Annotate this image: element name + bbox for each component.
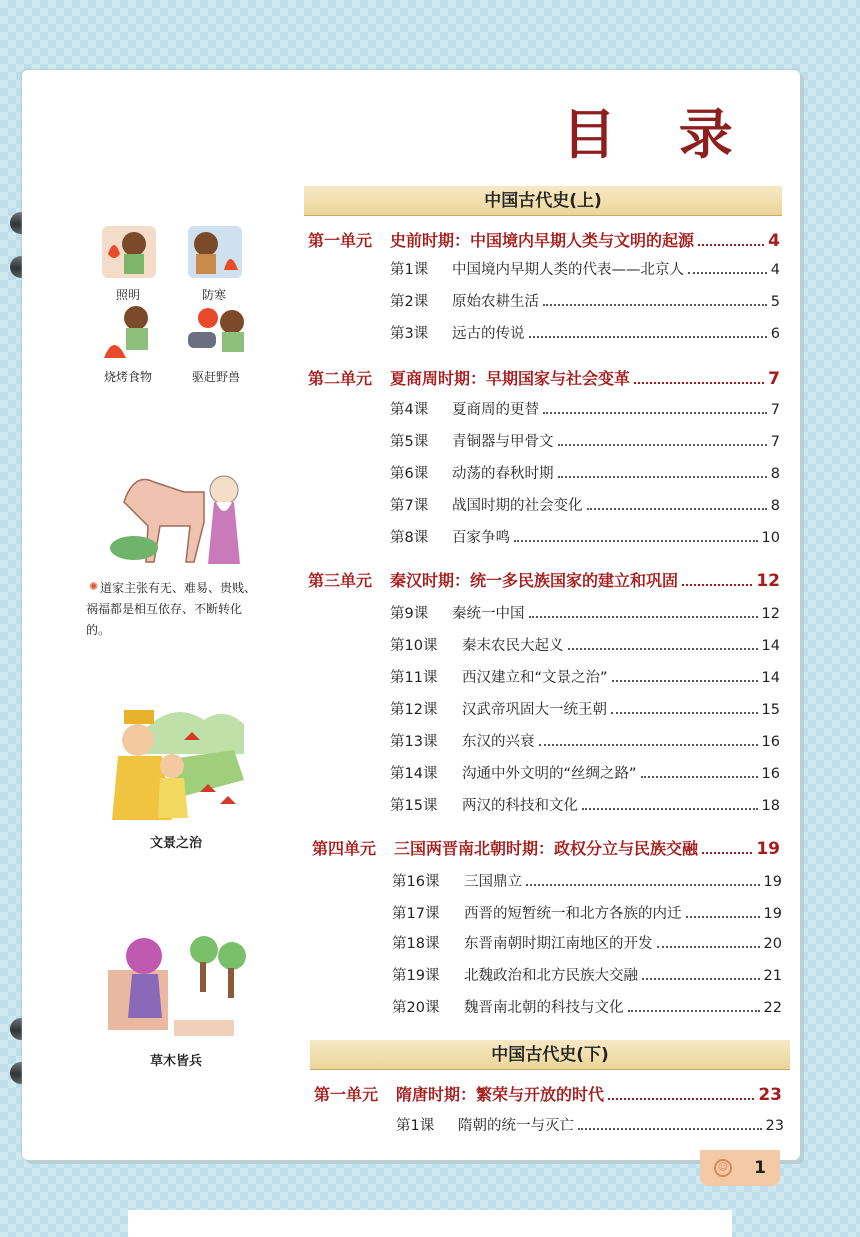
- leader-dots: [612, 680, 758, 682]
- lesson-page: 4: [770, 262, 780, 278]
- lesson-number: 第3课: [390, 326, 429, 342]
- lesson-number: 第1课: [396, 1118, 435, 1134]
- unit-entry[interactable]: [308, 568, 780, 592]
- unit-title: 秦汉时期：统一多民族国家的建立和巩固: [390, 571, 679, 590]
- lesson-entry[interactable]: [392, 902, 782, 924]
- caomu-illustration: [104, 930, 254, 1040]
- unit-title: 三国两晋南北朝时期：政权分立与民族交融: [394, 839, 699, 858]
- lesson-entry[interactable]: [390, 602, 780, 624]
- leader-dots: [688, 272, 767, 274]
- unit-name: 第三单元: [308, 571, 373, 590]
- lesson-page: 6: [770, 326, 780, 342]
- lesson-page: 14: [761, 670, 780, 686]
- leader-dots: [628, 1010, 760, 1012]
- lesson-page: 19: [763, 874, 782, 890]
- lesson-title: 青铜器与甲骨文: [452, 434, 554, 450]
- lesson-page: 10: [761, 530, 780, 546]
- caomu-caption: 草木皆兵: [150, 1053, 203, 1068]
- unit-title: 夏商周时期：早期国家与社会变革: [390, 369, 631, 388]
- leader-dots: [608, 1098, 754, 1100]
- wenjing-illustration: [104, 700, 254, 826]
- leader-dots: [587, 508, 767, 510]
- daoism-illustration: [104, 462, 254, 572]
- lesson-entry[interactable]: [392, 996, 782, 1018]
- lesson-page: 18: [761, 798, 780, 814]
- lesson-page: 8: [770, 466, 780, 482]
- unit-entry[interactable]: [308, 366, 780, 390]
- unit-page: 19: [756, 839, 780, 859]
- lesson-title: 东晋南朝时期江南地区的开发: [464, 936, 653, 952]
- lesson-number: 第11课: [390, 670, 438, 686]
- lesson-page: 23: [765, 1118, 784, 1134]
- lesson-number: 第13课: [390, 734, 438, 750]
- unit-title: 史前时期：中国境内早期人类与文明的起源: [390, 231, 695, 250]
- leader-dots: [568, 648, 758, 650]
- lesson-number: 第7课: [390, 498, 429, 514]
- lesson-entry[interactable]: [390, 322, 780, 344]
- page-title: 目 录: [562, 102, 755, 166]
- daoism-caption: 道家主张有无、难易、贵贱、祸福都是相互依存、不断转化的。: [86, 581, 257, 637]
- lesson-page: 19: [763, 906, 782, 922]
- lesson-page: 7: [770, 434, 780, 450]
- bottom-strip: [128, 1210, 732, 1237]
- lesson-page: 7: [770, 402, 780, 418]
- lesson-page: 5: [770, 294, 780, 310]
- leader-dots: [642, 978, 760, 980]
- unit-name: 第一单元: [308, 231, 373, 250]
- lesson-title: 三国鼎立: [464, 874, 522, 890]
- leader-dots: [558, 444, 767, 446]
- lesson-title: 原始农耕生活: [452, 294, 539, 310]
- unit-name: 第一单元: [314, 1085, 379, 1104]
- lesson-title: 北魏政治和北方民族大交融: [464, 968, 638, 984]
- lesson-entry[interactable]: [392, 870, 782, 892]
- lesson-entry[interactable]: [390, 290, 780, 312]
- leader-dots: [529, 336, 767, 338]
- section-header: 中国古代史(下): [310, 1040, 790, 1070]
- leader-dots: [582, 808, 758, 810]
- fire-caption-cooking: 烧烤食物: [104, 370, 153, 384]
- unit-title: 隋唐时期：繁荣与开放的时代: [396, 1085, 605, 1104]
- lesson-number: 第14课: [390, 766, 438, 782]
- leader-dots: [543, 412, 767, 414]
- lesson-entry[interactable]: [390, 430, 780, 452]
- lesson-number: 第15课: [390, 798, 438, 814]
- leader-dots: [529, 616, 758, 618]
- unit-entry[interactable]: [314, 1082, 782, 1106]
- lesson-entry[interactable]: [392, 964, 782, 986]
- lesson-page: 16: [761, 766, 780, 782]
- leader-dots: [682, 584, 752, 586]
- lesson-title: 秦末农民大起义: [462, 638, 564, 654]
- lesson-title: 东汉的兴衰: [462, 734, 535, 750]
- leader-dots: [702, 852, 752, 854]
- lesson-entry[interactable]: [390, 730, 780, 752]
- lesson-title: 西汉建立和“文景之治”: [462, 670, 608, 686]
- unit-page: 12: [756, 571, 780, 591]
- lesson-number: 第20课: [392, 1000, 440, 1016]
- lesson-entry[interactable]: [396, 1114, 784, 1136]
- page-number-tab: [700, 1150, 780, 1186]
- leader-dots: [539, 744, 758, 746]
- lesson-title: 百家争鸣: [452, 530, 510, 546]
- leader-dots: [657, 946, 760, 948]
- lesson-number: 第17课: [392, 906, 440, 922]
- fire-caption-lighting: 照明: [116, 288, 141, 302]
- lesson-entry[interactable]: [390, 398, 780, 420]
- lesson-entry[interactable]: [390, 634, 780, 656]
- lesson-number: 第1课: [390, 262, 429, 278]
- lesson-title: 远古的传说: [452, 326, 525, 342]
- lesson-number: 第19课: [392, 968, 440, 984]
- page-number: 1: [754, 1158, 766, 1178]
- leader-dots: [578, 1128, 762, 1130]
- lesson-title: 中国境内早期人类的代表——北京人: [452, 262, 684, 278]
- lesson-page: 22: [763, 1000, 782, 1016]
- lesson-page: 20: [763, 936, 782, 952]
- fire-caption-warmth: 防寒: [202, 288, 227, 302]
- lesson-page: 8: [770, 498, 780, 514]
- leader-dots: [526, 884, 760, 886]
- lesson-page: 16: [761, 734, 780, 750]
- lesson-page: 12: [761, 606, 780, 622]
- lesson-number: 第8课: [390, 530, 429, 546]
- lesson-entry[interactable]: [390, 762, 780, 784]
- lesson-entry[interactable]: [390, 666, 780, 688]
- unit-entry[interactable]: [308, 228, 780, 252]
- lesson-number: 第5课: [390, 434, 429, 450]
- unit-page: 7: [768, 369, 780, 389]
- lesson-number: 第6课: [390, 466, 429, 482]
- fire-caption-beasts: 驱赶野兽: [192, 370, 241, 384]
- lesson-number: 第10课: [390, 638, 438, 654]
- unit-page: 4: [768, 231, 780, 251]
- bullet-icon: ✺: [89, 580, 99, 593]
- lesson-title: 汉武帝巩固大一统王朝: [462, 702, 607, 718]
- smiley-icon: ☺: [714, 1159, 732, 1177]
- leader-dots: [634, 382, 764, 384]
- unit-name: 第四单元: [312, 839, 377, 858]
- lesson-title: 战国时期的社会变化: [452, 498, 583, 514]
- unit-name: 第二单元: [308, 369, 373, 388]
- leader-dots: [543, 304, 767, 306]
- lesson-entry[interactable]: [390, 462, 780, 484]
- leader-dots: [641, 776, 758, 778]
- lesson-title: 夏商周的更替: [452, 402, 539, 418]
- lesson-page: 14: [761, 638, 780, 654]
- lesson-title: 两汉的科技和文化: [462, 798, 578, 814]
- section-header: 中国古代史(上): [304, 186, 782, 216]
- lesson-title: 沟通中外文明的“丝绸之路”: [462, 766, 637, 782]
- leader-dots: [611, 712, 758, 714]
- lesson-entry[interactable]: [390, 698, 780, 720]
- lesson-title: 动荡的春秋时期: [452, 466, 554, 482]
- lesson-number: 第12课: [390, 702, 438, 718]
- leader-dots: [514, 540, 758, 542]
- lesson-page: 15: [761, 702, 780, 718]
- unit-page: 23: [758, 1085, 782, 1105]
- lesson-title: 隋朝的统一与灭亡: [458, 1118, 574, 1134]
- lesson-number: 第18课: [392, 936, 440, 952]
- lesson-number: 第9课: [390, 606, 429, 622]
- lesson-entry[interactable]: [390, 258, 780, 280]
- lesson-number: 第2课: [390, 294, 429, 310]
- leader-dots: [686, 916, 760, 918]
- lesson-number: 第4课: [390, 402, 429, 418]
- lesson-title: 魏晋南北朝的科技与文化: [464, 1000, 624, 1016]
- lesson-entry[interactable]: [390, 494, 780, 516]
- leader-dots: [558, 476, 767, 478]
- lesson-title: 西晋的短暂统一和北方各族的内迁: [464, 906, 682, 922]
- lesson-entry[interactable]: [390, 794, 780, 816]
- lesson-entry[interactable]: [392, 932, 782, 954]
- leader-dots: [698, 244, 764, 246]
- lesson-number: 第16课: [392, 874, 440, 890]
- lesson-title: 秦统一中国: [452, 606, 525, 622]
- unit-entry[interactable]: [312, 836, 780, 860]
- lesson-entry[interactable]: [390, 526, 780, 548]
- lesson-page: 21: [763, 968, 782, 984]
- wenjing-caption: 文景之治: [150, 835, 203, 850]
